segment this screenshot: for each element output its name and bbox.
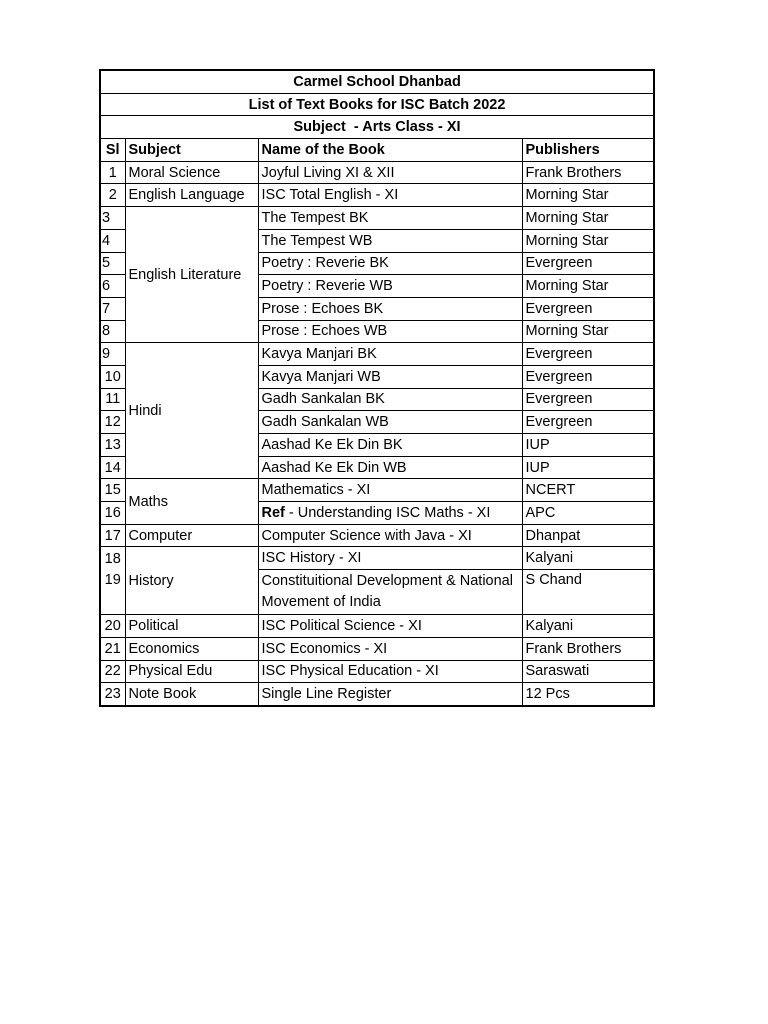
- row-publisher: Evergreen: [522, 411, 654, 434]
- row-publisher: APC: [522, 502, 654, 525]
- row-sl: 19: [100, 570, 125, 615]
- table-row: [100, 184, 654, 207]
- row-subject: Economics: [125, 637, 258, 660]
- row-subject: Political: [125, 615, 258, 638]
- row-publisher: Evergreen: [522, 343, 654, 366]
- row-publisher: Evergreen: [522, 297, 654, 320]
- row-sl: 2: [100, 184, 125, 207]
- row-book: Gadh Sankalan BK: [258, 388, 522, 411]
- row-sl: 3: [100, 207, 125, 230]
- row-publisher: Dhanpat: [522, 524, 654, 547]
- row-publisher: Saraswati: [522, 660, 654, 683]
- row-publisher: S Chand: [522, 570, 654, 615]
- row-publisher: IUP: [522, 434, 654, 457]
- row-publisher: Frank Brothers: [522, 161, 654, 184]
- row-sl: 21: [100, 637, 125, 660]
- row-book: Prose : Echoes WB: [258, 320, 522, 343]
- row-publisher: Evergreen: [522, 365, 654, 388]
- row-sl: 14: [100, 456, 125, 479]
- row-subject: English Language: [125, 184, 258, 207]
- row-book: ISC Political Science - XI: [258, 615, 522, 638]
- row-publisher: Frank Brothers: [522, 637, 654, 660]
- row-sl: 5: [100, 252, 125, 275]
- row-publisher: Morning Star: [522, 229, 654, 252]
- row-book: ISC Physical Education - XI: [258, 660, 522, 683]
- column-header-row: [100, 139, 654, 162]
- row-sl: 6: [100, 275, 125, 298]
- row-subject: Moral Science: [125, 161, 258, 184]
- row-publisher: Kalyani: [522, 547, 654, 570]
- table-row: [100, 683, 654, 706]
- table-row: [100, 161, 654, 184]
- row-book: Prose : Echoes BK: [258, 297, 522, 320]
- row-sl: 22: [100, 660, 125, 683]
- table-row: [100, 615, 654, 638]
- textbook-list-table: [99, 69, 655, 707]
- row-book: Gadh Sankalan WB: [258, 411, 522, 434]
- row-sl: 18: [100, 547, 125, 570]
- row-book: The Tempest BK: [258, 207, 522, 230]
- table-row: [100, 479, 654, 502]
- table-row: [100, 660, 654, 683]
- row-sl: 13: [100, 434, 125, 457]
- row-book: ISC Economics - XI: [258, 637, 522, 660]
- row-sl: 9: [100, 343, 125, 366]
- row-publisher: Morning Star: [522, 320, 654, 343]
- table-row: [100, 207, 654, 230]
- list-title: List of Text Books for ISC Batch 2022: [100, 93, 654, 116]
- row-sl: 17: [100, 524, 125, 547]
- row-book: Kavya Manjari BK: [258, 343, 522, 366]
- row-book: Computer Science with Java - XI: [258, 524, 522, 547]
- header-sl: Sl: [100, 139, 125, 162]
- ref-label: Ref: [261, 504, 285, 521]
- subject-line: Subject - Arts Class - XI: [100, 116, 654, 139]
- row-subject: Computer: [125, 524, 258, 547]
- row-publisher: NCERT: [522, 479, 654, 502]
- title-row: [100, 70, 654, 93]
- row-publisher: 12 Pcs: [522, 683, 654, 706]
- row-subject: History: [125, 547, 258, 615]
- row-subject: Maths: [125, 479, 258, 524]
- row-publisher: Morning Star: [522, 184, 654, 207]
- row-publisher: Evergreen: [522, 388, 654, 411]
- row-publisher: Morning Star: [522, 207, 654, 230]
- row-book: Aashad Ke Ek Din WB: [258, 456, 522, 479]
- row-sl: 10: [100, 365, 125, 388]
- row-subject: English Literature: [125, 207, 258, 343]
- row-sl: 1: [100, 161, 125, 184]
- header-publisher: Publishers: [522, 139, 654, 162]
- row-book: Joyful Living XI & XII: [258, 161, 522, 184]
- row-book: ISC Total English - XI: [258, 184, 522, 207]
- table-row: [100, 524, 654, 547]
- row-sl: 23: [100, 683, 125, 706]
- row-book: [258, 502, 522, 525]
- row-book: Mathematics - XI: [258, 479, 522, 502]
- row-book: Aashad Ke Ek Din BK: [258, 434, 522, 457]
- row-book: Single Line Register: [258, 683, 522, 706]
- ref-book-title: - Understanding ISC Maths - XI: [284, 504, 491, 521]
- row-book: Constituitional Development & National Movement of India: [258, 570, 522, 615]
- row-publisher: IUP: [522, 456, 654, 479]
- row-sl: 12: [100, 411, 125, 434]
- table-row: [100, 637, 654, 660]
- table-row: [100, 547, 654, 570]
- row-book: The Tempest WB: [258, 229, 522, 252]
- row-book: Kavya Manjari WB: [258, 365, 522, 388]
- school-name: Carmel School Dhanbad: [100, 70, 654, 93]
- list-title-row: [100, 93, 654, 116]
- row-subject: Physical Edu: [125, 660, 258, 683]
- table-row: [100, 343, 654, 366]
- row-sl: 4: [100, 229, 125, 252]
- row-publisher: Morning Star: [522, 275, 654, 298]
- header-subject: Subject: [125, 139, 258, 162]
- row-book: Poetry : Reverie WB: [258, 275, 522, 298]
- header-book: Name of the Book: [258, 139, 522, 162]
- row-publisher: Kalyani: [522, 615, 654, 638]
- row-sl: 16: [100, 502, 125, 525]
- subject-line-row: [100, 116, 654, 139]
- row-subject: Hindi: [125, 343, 258, 479]
- row-sl: 20: [100, 615, 125, 638]
- row-book: Poetry : Reverie BK: [258, 252, 522, 275]
- row-book: ISC History - XI: [258, 547, 522, 570]
- row-publisher: Evergreen: [522, 252, 654, 275]
- row-subject: Note Book: [125, 683, 258, 706]
- row-sl: 7: [100, 297, 125, 320]
- row-sl: 8: [100, 320, 125, 343]
- row-sl: 15: [100, 479, 125, 502]
- row-sl: 11: [100, 388, 125, 411]
